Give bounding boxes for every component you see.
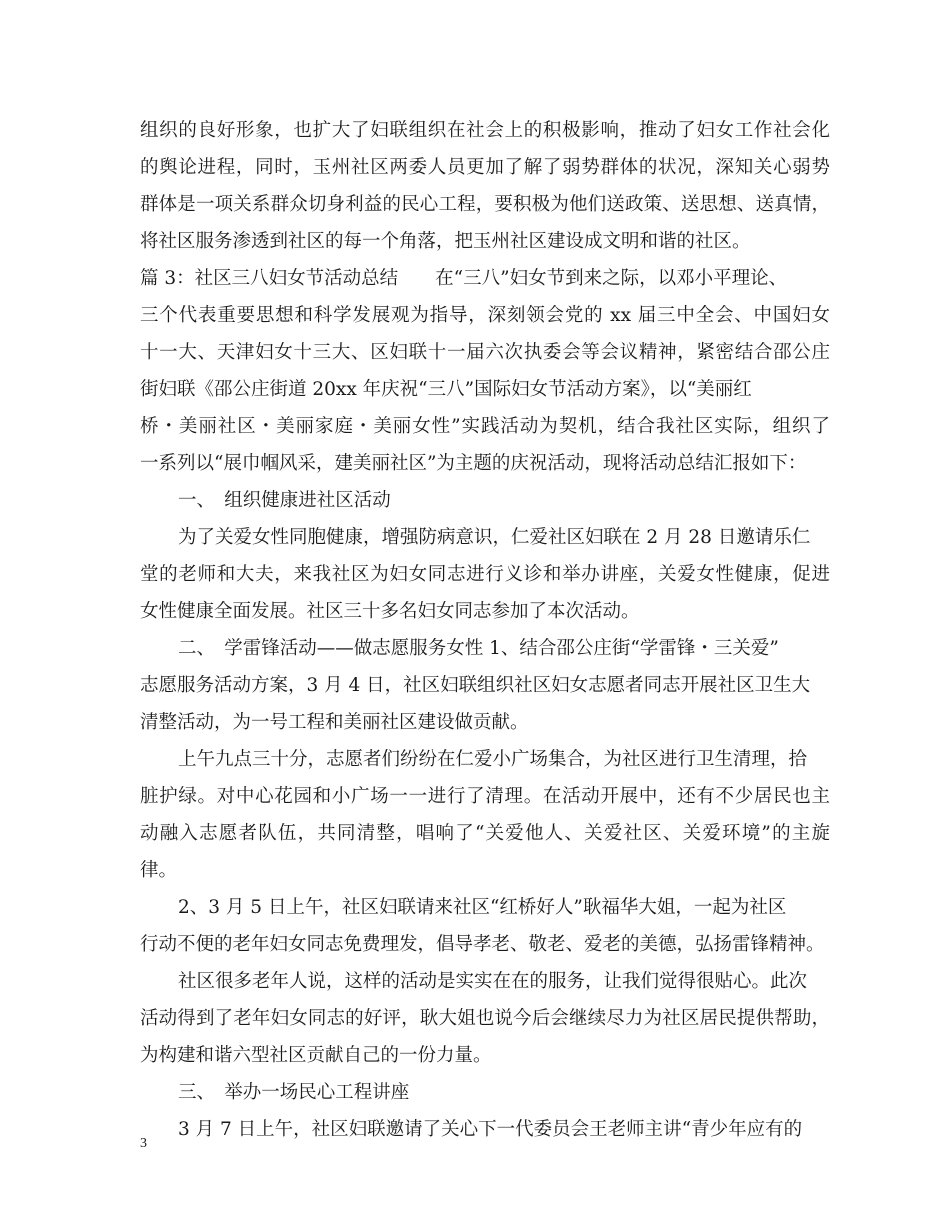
text-line: 的舆论进程，同时，玉州社区两委人员更加了解了弱势群体的状况，深知关心弱势 xyxy=(140,157,830,178)
text-line: 三个代表重要思想和科学发展观为指导，深刻领会党的 xx 届三中全会、中国妇女 xyxy=(140,305,830,326)
text-line: 行动不便的老年妇女同志免费理发，倡导孝老、敬老、爱老的美德，弘扬雷锋精神。 xyxy=(140,934,825,955)
text-line: 为构建和谐六型社区贡献自己的一份力量。 xyxy=(140,1045,492,1066)
text-line: 3 月 7 日上午，社区妇联邀请了关心下一代委员会王老师主讲“青少年应有的 xyxy=(178,1119,803,1140)
text-line: 活动得到了老年妇女同志的好评，耿大姐也说今后会继续尽力为社区居民提供帮助， xyxy=(140,1008,830,1029)
text-line: 群体是一项关系群众切身利益的民心工程，要积极为他们送政策、送思想、送真情， xyxy=(140,194,830,215)
text-line: 脏护绿。对中心花园和小广场一一进行了清理。在活动开展中，还有不少居民也主 xyxy=(140,786,830,807)
text-line: 动融入志愿者队伍，共同清整，唱响了“关爱他人、关爱社区、关爱环境”的主旋 xyxy=(140,823,830,844)
section-heading-line: 篇 3：社区三八妇女节活动总结 在“三八”妇女节到来之际，以邓小平理论、 xyxy=(140,268,788,289)
text-line: 街妇联《邵公庄街道 20xx 年庆祝“三八”国际妇女节活动方案》，以“美丽红 xyxy=(140,379,752,400)
subheading-line: 二、 学雷锋活动——做志愿服务女性 1、结合邵公庄街“学雷锋・三关爱” xyxy=(178,638,779,659)
text-line: 2、3 月 5 日上午，社区妇联请来社区“红桥好人”耿福华大姐，一起为社区 xyxy=(178,897,787,918)
subheading-line: 三、 举办一场民心工程讲座 xyxy=(178,1082,410,1103)
page-number: 3 xyxy=(140,1136,147,1151)
document-body xyxy=(140,112,830,1148)
text-line: 上午九点三十分，志愿者们纷纷在仁爱小广场集合，为社区进行卫生清理，拾 xyxy=(178,749,808,770)
text-line: 女性健康全面发展。社区三十多名妇女同志参加了本次活动。 xyxy=(140,601,640,622)
text-line: 律。 xyxy=(140,860,178,881)
subheading-line: 一、 组织健康进社区活动 xyxy=(178,490,391,511)
text-line: 清整活动，为一号工程和美丽社区建设做贡献。 xyxy=(140,712,529,733)
text-line: 一系列以“展巾帼风采，建美丽社区”为主题的庆祝活动，现将活动总结汇报如下： xyxy=(140,453,807,474)
text-line: 十一大、天津妇女十三大、区妇联十一届六次执委会等会议精神，紧密结合邵公庄 xyxy=(140,342,830,363)
text-line: 堂的老师和大夫，来我社区为妇女同志进行义诊和举办讲座，关爱女性健康，促进 xyxy=(140,564,830,585)
text-line: 志愿服务活动方案，3 月 4 日，社区妇联组织社区妇女志愿者同志开展社区卫生大 xyxy=(140,675,811,696)
text-line: 社区很多老年人说，这样的活动是实实在在的服务，让我们觉得很贴心。此次 xyxy=(178,971,808,992)
text-line: 组织的良好形象，也扩大了妇联组织在社会上的积极影响，推动了妇女工作社会化 xyxy=(140,120,830,141)
text-line: 桥・美丽社区・美丽家庭・美丽女性”实践活动为契机，结合我社区实际，组织了 xyxy=(140,416,830,437)
text-line: 将社区服务渗透到社区的每一个角落，把玉州社区建设成文明和谐的社区。 xyxy=(140,231,751,252)
text-line: 为了关爱女性同胞健康，增强防病意识，仁爱社区妇联在 2 月 28 日邀请乐仁 xyxy=(178,527,811,548)
